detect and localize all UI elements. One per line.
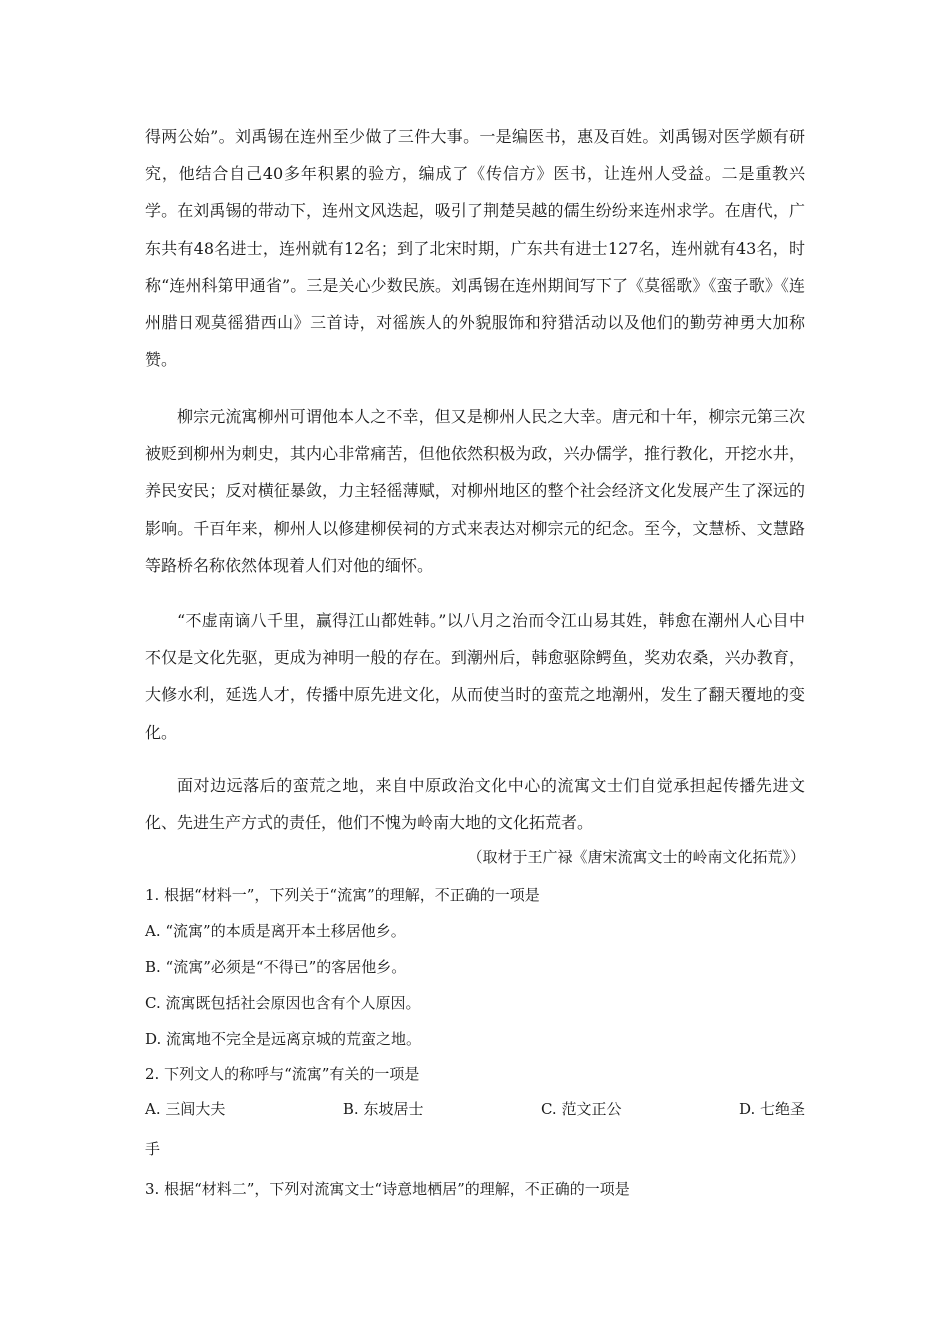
question-1-option-b: B. “流寓”必须是“不得已”的客居他乡。: [145, 958, 407, 976]
source-citation: （取材于王广禄《唐宋流寓文士的岭南文化拓荒》）: [467, 848, 805, 866]
question-2-option-d-continuation: 手: [145, 1140, 161, 1158]
paragraph-han-yu: “不虚南谪八千里，赢得江山都姓韩。”以八月之治而令江山易其姓，韩愈在潮州人心目中不仅是文化先驱，更成为神明一般的存在。到潮州后，韩愈驱除鳄鱼，奖劝农桑，兴办教育，大修水利，延选人才，传播中原先进文化，从而使当时的蛮荒之地潮州，发生了翻天覆地的变化。: [145, 611, 805, 742]
question-2-options: [145, 1096, 805, 1122]
question-3-stem: 3. 根据“材料二”，下列对流寓文士“诗意地栖居”的理解，不正确的一项是: [145, 1180, 630, 1198]
question-1-option-d: D. 流寓地不完全是远离京城的荒蛮之地。: [145, 1030, 422, 1048]
question-1-stem: 1. 根据“材料一”，下列关于“流寓”的理解，不正确的一项是: [145, 886, 540, 904]
paragraph-conclusion: 面对边远落后的蛮荒之地，来自中原政治文化中心的流寓文士们自觉承担起传播先进文化、先进生产方式的责任，他们不愧为岭南大地的文化拓荒者。: [145, 776, 805, 833]
question-2-option-b: B. 东坡居士: [342, 1100, 424, 1118]
question-2-option-c: C. 范文正公: [540, 1100, 622, 1118]
question-2-option-a: A. 三闾大夫: [145, 1100, 226, 1118]
question-1-option-c: C. 流寓既包括社会原因也含有个人原因。: [145, 994, 421, 1012]
question-2-option-d: D. 七绝圣: [738, 1100, 805, 1118]
question-2-stem: 2. 下列文人的称呼与“流寓”有关的一项是: [145, 1065, 420, 1083]
paragraph-liu-zongyuan: 柳宗元流寓柳州可谓他本人之不幸，但又是柳州人民之大幸。唐元和十年，柳宗元第三次被贬到柳州为刺史，其内心非常痛苦，但他依然积极为政，兴办儒学，推行教化，开挖水井，养民安民；反对横征暴敛，力主轻徭薄赋，对柳州地区的整个社会经济文化发展产生了深远的影响。千百年来，柳州人以修建柳侯祠的方式来表达对柳宗元的纪念。至今，文慧桥、文慧路等路桥名称依然体现着人们对他的缅怀。: [145, 407, 805, 575]
paragraph-liu-yuxi: 得两公始”。刘禹锡在连州至少做了三件大事。一是编医书，惠及百姓。刘禹锡对医学颇有研究，他结合自己40多年积累的验方，编成了《传信方》医书，让连州人受益。二是重教兴学。在刘禹锡的带动下，连州文风迭起，吸引了荆楚吴越的儒生纷纷来连州求学。在唐代，广东共有48名进士，连州就有12名；到了北宋时期，广东共有进士127名，连州就有43名，时称“连州科第甲通省”。三是关心少数民族。刘禹锡在连州期间写下了《莫徭歌》《蛮子歌》《连州腊日观莫徭猎西山》三首诗，对徭族人的外貌服饰和狩猎活动以及他们的勤劳神勇大加称赞。: [145, 127, 805, 370]
question-1-option-a: A. “流寓”的本质是离开本土移居他乡。: [145, 922, 406, 940]
